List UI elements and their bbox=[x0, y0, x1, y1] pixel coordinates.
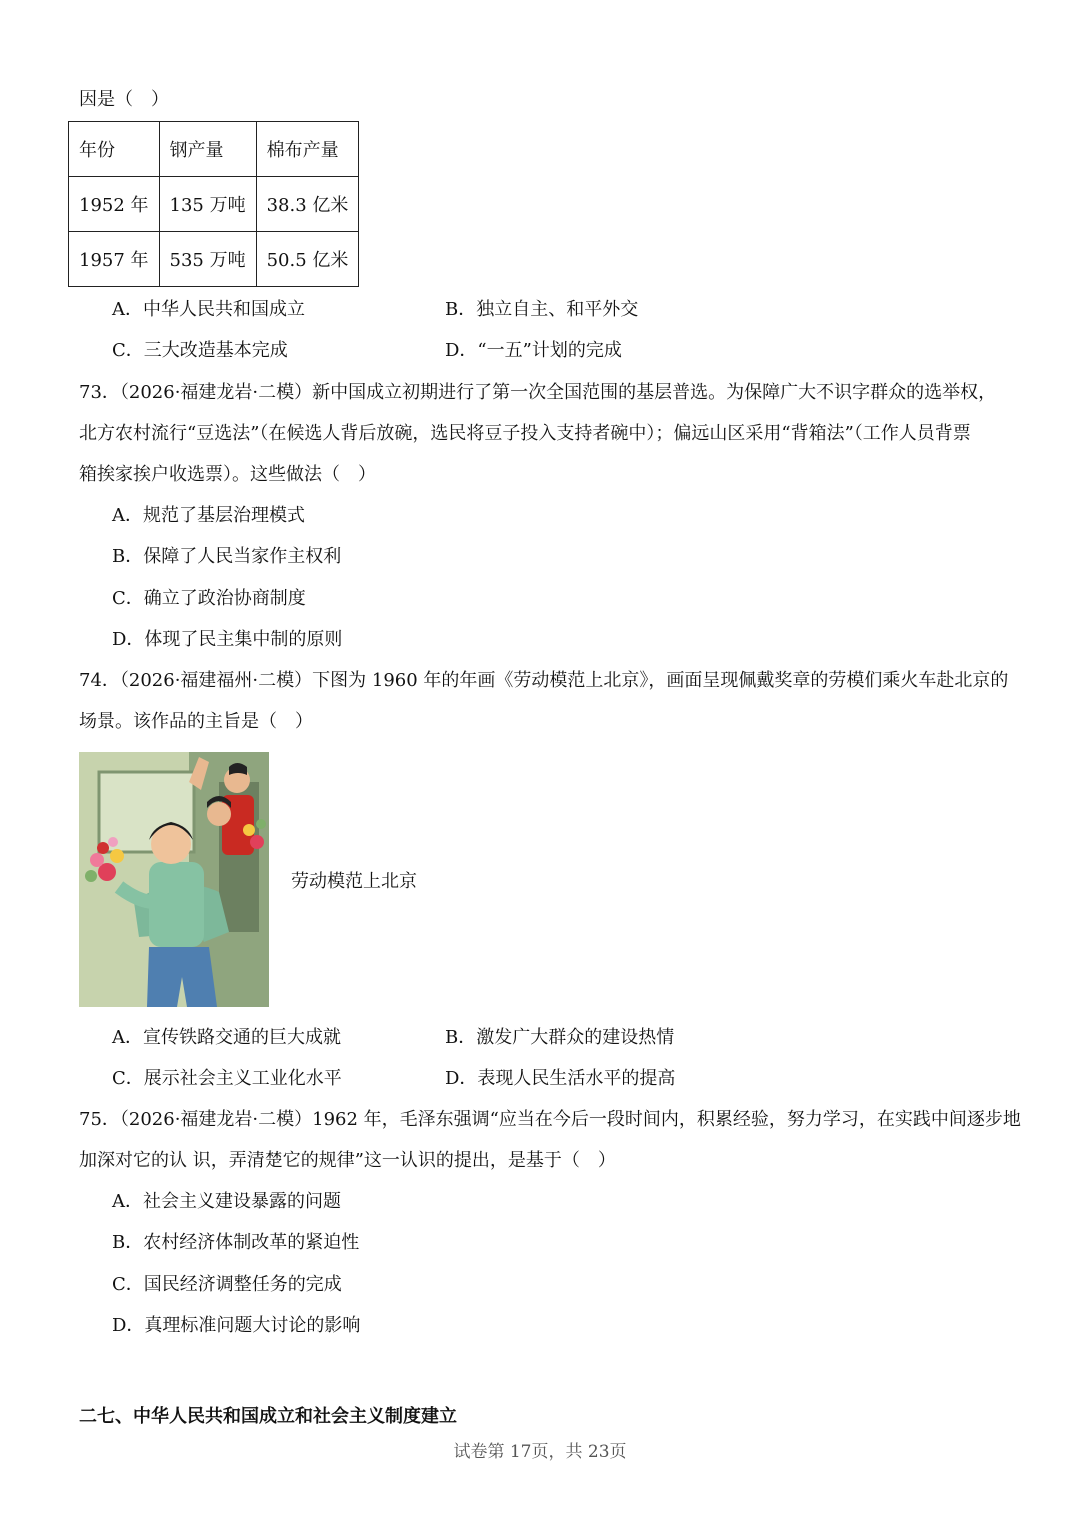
q72-option-a[interactable]: A．中华人民共和国成立 bbox=[112, 299, 305, 320]
table-cell: 50.5 亿米 bbox=[256, 232, 359, 287]
q73-option-b[interactable]: B．保障了人民当家作主权利 bbox=[112, 546, 342, 567]
production-table bbox=[68, 121, 359, 287]
poster-image bbox=[79, 752, 269, 1007]
table-header-row bbox=[69, 122, 359, 177]
q73-option-d[interactable]: D．体现了民主集中制的原则 bbox=[112, 629, 343, 650]
table-cell: 38.3 亿米 bbox=[256, 177, 359, 232]
table-cell: 135 万吨 bbox=[159, 177, 256, 232]
q74-option-b[interactable]: B．激发广大群众的建设热情 bbox=[445, 1027, 675, 1048]
table-cell: 1952 年 bbox=[69, 177, 160, 232]
q73-option-a[interactable]: A．规范了基层治理模式 bbox=[112, 505, 305, 526]
poster-illustration bbox=[79, 752, 269, 1007]
q74-option-a[interactable]: A．宣传铁路交通的巨大成就 bbox=[112, 1027, 341, 1048]
question-75-stem: 加深对它的认 识，弄清楚它的规律”这一认识的提出，是基于（ ） bbox=[79, 1150, 616, 1171]
question-73-stem: 箱挨家挨户收选票）。这些做法（ ） bbox=[79, 464, 376, 485]
table-cell: 1957 年 bbox=[69, 232, 160, 287]
question-75-stem: 75．（2026·福建龙岩·二模）1962 年，毛泽东强调“应当在今后一段时间内，积累经验，努力学习，在实践中间逐步地 bbox=[79, 1109, 1021, 1130]
question-73-stem: 北方农村流行“豆选法”（在候选人背后放碗，选民将豆子投入支持者碗中）；偏远山区采用“背箱法”（工作人员背票 bbox=[79, 423, 971, 444]
q72-option-d[interactable]: D．“一五”计划的完成 bbox=[445, 340, 622, 361]
table-row bbox=[69, 177, 359, 232]
table-header-cell: 钢产量 bbox=[159, 122, 256, 177]
poster-caption: 劳动模范上北京 bbox=[291, 871, 417, 892]
table-row bbox=[69, 232, 359, 287]
table-header-cell: 年份 bbox=[69, 122, 160, 177]
q75-option-a[interactable]: A．社会主义建设暴露的问题 bbox=[112, 1191, 341, 1212]
page-footer: 试卷第 17页，共 23页 bbox=[453, 1442, 627, 1462]
q74-option-d[interactable]: D．表现人民生活水平的提高 bbox=[445, 1068, 676, 1089]
question-72-stem-tail: 因是（ ） bbox=[79, 89, 169, 110]
q72-option-b[interactable]: B．独立自主、和平外交 bbox=[445, 299, 639, 320]
q74-option-c[interactable]: C．展示社会主义工业化水平 bbox=[112, 1068, 342, 1089]
q73-option-c[interactable]: C．确立了政治协商制度 bbox=[112, 588, 306, 609]
table-header-cell: 棉布产量 bbox=[256, 122, 359, 177]
question-73-stem: 73．（2026·福建龙岩·二模）新中国成立初期进行了第一次全国范围的基层普选。为保障广大不识字群众的选举权， bbox=[79, 382, 997, 403]
table-cell: 535 万吨 bbox=[159, 232, 256, 287]
q72-option-c[interactable]: C．三大改造基本完成 bbox=[112, 340, 288, 361]
q75-option-d[interactable]: D．真理标准问题大讨论的影响 bbox=[112, 1315, 361, 1336]
section-heading: 二七、中华人民共和国成立和社会主义制度建立 bbox=[79, 1406, 457, 1427]
q75-option-b[interactable]: B．农村经济体制改革的紧迫性 bbox=[112, 1232, 360, 1253]
question-74-stem: 74．（2026·福建福州·二模）下图为 1960 年的年画《劳动模范上北京》，画面呈现佩戴奖章的劳模们乘火车赴北京的 bbox=[79, 670, 1009, 691]
q75-option-c[interactable]: C．国民经济调整任务的完成 bbox=[112, 1274, 342, 1295]
question-74-stem: 场景。该作品的主旨是（ ） bbox=[79, 711, 313, 732]
